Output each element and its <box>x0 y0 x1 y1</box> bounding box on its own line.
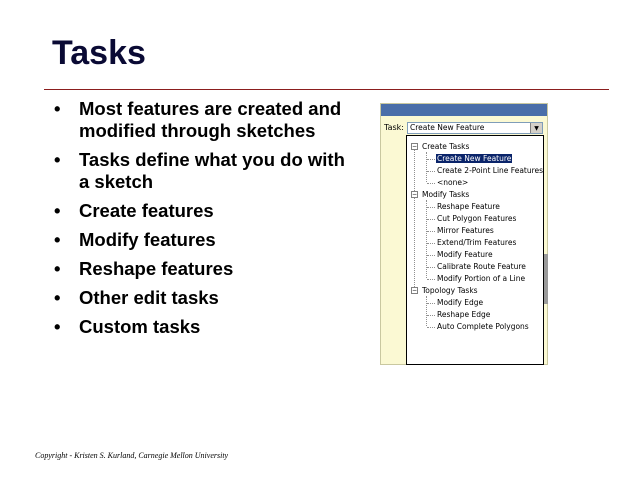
tree-connector <box>427 171 435 172</box>
tree-connector <box>427 315 435 316</box>
tree-connector <box>427 267 435 268</box>
tree-item[interactable]: Modify Portion of a Line <box>437 274 526 283</box>
bullet-item: • Reshape features <box>54 258 234 279</box>
tree-connector <box>426 296 427 326</box>
bullet-item: • Modify features <box>54 229 216 250</box>
bullet-dot-icon: • <box>54 258 61 279</box>
tree-connector <box>427 303 435 304</box>
tree-item[interactable]: Modify Feature <box>437 250 493 259</box>
tree-item[interactable]: Modify Edge <box>437 298 484 307</box>
task-dropdown-value: Create New Feature <box>410 123 485 132</box>
tree-connector <box>427 279 435 280</box>
collapse-icon[interactable]: − <box>412 143 418 150</box>
tree-item[interactable]: Mirror Features <box>437 226 494 235</box>
tree-item[interactable]: Reshape Feature <box>437 202 500 211</box>
collapse-icon[interactable]: − <box>412 191 418 198</box>
tree-item[interactable]: Cut Polygon Features <box>437 214 517 223</box>
bullet-item: • Tasks define what you do with a sketch <box>54 149 345 192</box>
bullet-dot-icon: • <box>54 287 61 308</box>
tree-connector <box>426 152 427 182</box>
tree-item[interactable]: Reshape Edge <box>437 310 491 319</box>
bullet-list <box>52 98 352 345</box>
tree-connector <box>427 183 435 184</box>
bullet-dot-icon: • <box>54 316 61 337</box>
tree-connector <box>427 255 435 256</box>
tree-item[interactable]: Calibrate Route Feature <box>437 262 526 271</box>
tree-connector <box>427 207 435 208</box>
title-divider <box>44 89 609 90</box>
tree-connector <box>427 327 435 328</box>
bullet-item: • Most features are created and modified through sketches <box>54 98 342 141</box>
bullet-item: • Custom tasks <box>54 316 201 337</box>
tree-item[interactable]: Extend/Trim Features <box>437 238 517 247</box>
tree-item[interactable] <box>436 154 512 164</box>
task-tree: − Create Tasks Create New Feature Create 2-Point Line Features <none> − Modify Tasks Reshape Feature Cut Polygon Features Mirror Features Extend/Trim Features Modify Feature Calibrate Route Feature Modify Portion of a Line − Topology Tasks Modify Edge Reshape Edge Auto Complete Polygons <box>406 135 544 365</box>
tree-item[interactable]: Auto Complete Polygons <box>437 322 529 331</box>
tree-item[interactable]: <none> <box>437 178 469 187</box>
tree-item-selected: Create New Feature <box>437 154 512 163</box>
copyright-footer: Copyright - Kristen S. Kurland, Carnegie Mellon University <box>35 451 229 460</box>
tree-connector <box>427 159 435 160</box>
bullet-dot-icon: • <box>54 149 61 170</box>
slide-title: Tasks <box>52 34 146 72</box>
chevron-down-icon[interactable]: ▼ <box>530 123 542 133</box>
task-panel <box>380 103 548 365</box>
task-dropdown[interactable] <box>407 122 543 134</box>
tree-connector <box>414 149 415 293</box>
bullet-dot-icon: • <box>54 98 61 119</box>
task-label: Task: <box>384 123 404 132</box>
toolbar-strip <box>381 104 547 116</box>
panel-edge-strip <box>544 254 548 304</box>
collapse-icon[interactable]: − <box>412 287 418 294</box>
tree-connector <box>427 219 435 220</box>
tree-connector <box>427 231 435 232</box>
tree-item[interactable]: Create 2-Point Line Features <box>437 166 544 175</box>
bullet-dot-icon: • <box>54 229 61 250</box>
bullet-item: • Create features <box>54 200 214 221</box>
bullet-dot-icon: • <box>54 200 61 221</box>
bullet-item: • Other edit tasks <box>54 287 219 308</box>
tree-connector <box>427 243 435 244</box>
